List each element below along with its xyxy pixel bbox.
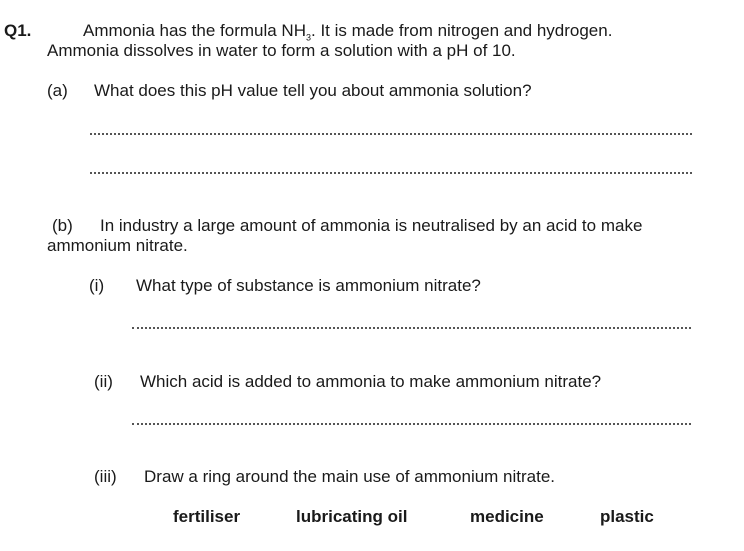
part-b-iii-label: (iii) (94, 467, 117, 486)
part-b-text-line-1: In industry a large amount of ammonia is neutralised by an acid to make (100, 216, 643, 235)
part-b-text-line-2: ammonium nitrate. (47, 236, 188, 255)
option-fertiliser[interactable]: fertiliser (173, 507, 241, 526)
answer-line-b-ii[interactable] (132, 423, 691, 425)
part-b-label: (b) (52, 216, 73, 235)
part-b-ii-label: (ii) (94, 372, 113, 391)
intro-line-1 (83, 21, 612, 42)
intro-line-1-pre: Ammonia has the formula NH (83, 21, 306, 40)
part-a-label: (a) (47, 81, 68, 100)
intro-line-2: Ammonia dissolves in water to form a solution with a pH of 10. (47, 41, 516, 60)
intro-subscript: 3 (305, 32, 311, 43)
intro-line-1-post: . It is made from nitrogen and hydrogen. (311, 21, 613, 40)
part-b-ii-question: Which acid is added to ammonia to make ammonium nitrate? (140, 372, 602, 391)
part-b-i-label: (i) (89, 276, 105, 295)
part-b-iii-question: Draw a ring around the main use of ammonium nitrate. (144, 467, 556, 486)
option-medicine[interactable]: medicine (470, 507, 544, 526)
answer-line-a2[interactable] (90, 172, 692, 174)
answer-line-a1[interactable] (90, 133, 692, 135)
option-plastic[interactable]: plastic (600, 507, 654, 526)
part-a-question: What does this pH value tell you about ammonia solution? (94, 81, 532, 100)
option-lubricating-oil[interactable]: lubricating oil (296, 507, 408, 526)
question-number: Q1. (4, 21, 32, 40)
part-b-i-question: What type of substance is ammonium nitrate? (136, 276, 481, 295)
answer-line-b-i[interactable] (132, 327, 691, 329)
